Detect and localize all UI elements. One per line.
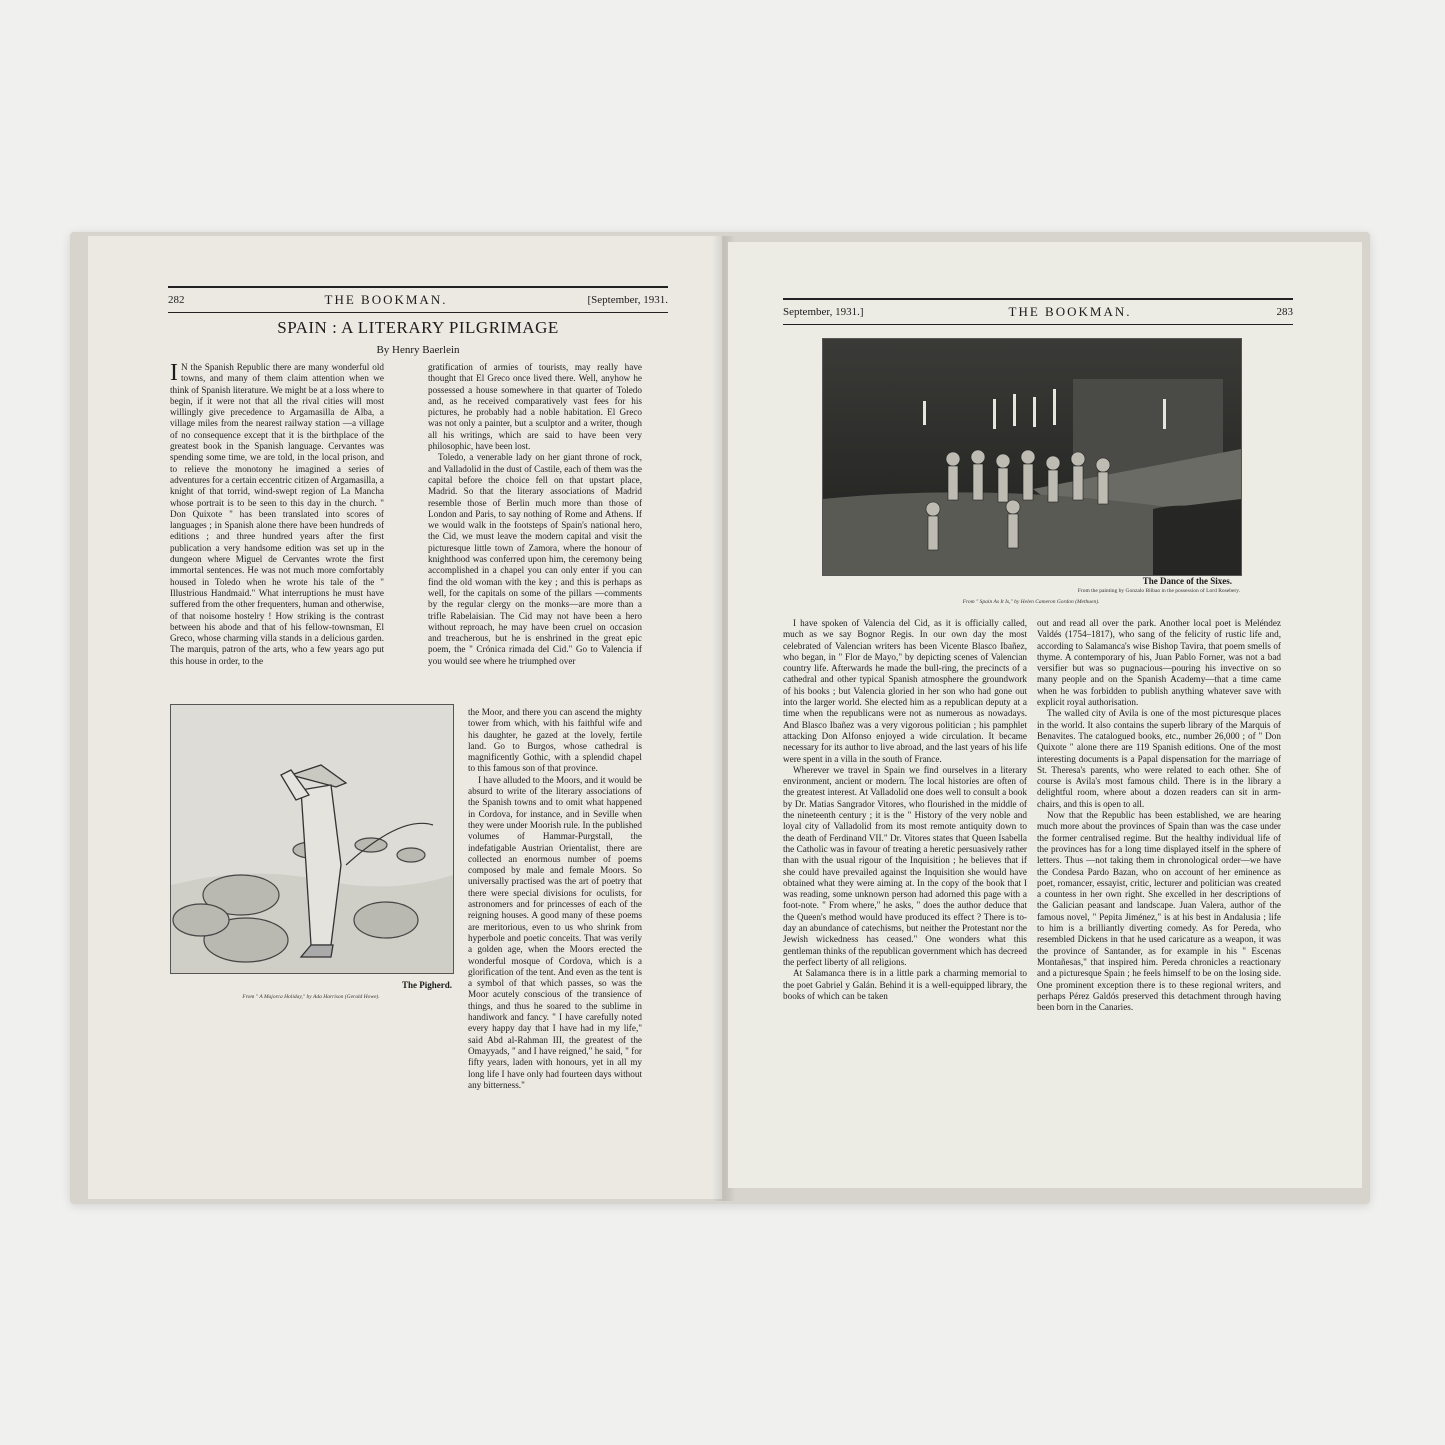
left-col2-paragraph-1: gratification of armies of tourists, may really have thought that El Greco once lived there. Well, anyhow he possessed a house somewhere in that quarter of Toledo and, as he received comparatively vast fees for his pictures, he probably had a noble habitation. El Greco was not only a painter, but a sculptor and a writer, though all his writings, which are said to have been very philosophic, have been lost. <box>428 362 642 452</box>
right-col2-paragraph-3: Now that the Republic has been established, we are hearing much more about the provinces of Spain than was the case under the former centralised regime. But the healthy individual life of the provinces has for a long time displayed itself in the sphere of letters. Thus —not taking them in chronological order—we have the Condesa Pardo Bazan, who on account of her eminence as poet, romancer, essayist, critic, lecturer and politician was created a countess in her own right. She excelled in her descriptions of the Galician peasant and landscape. Juan Valera, author of the famous novel, " Pepita Jiménez," is at his best in Andalusia ; life to him is a brilliantly diverting comedy. As for Pereda, who resembled Dickens in that he used caricature as a weapon, it was the province of Santander, as for example in his " Escenas Montañesas," that inspired him. Pereda chronicles a reactionary and a picturesque Spain ; he feels himself to be on the losing side. One prominent exception there is to these regional writers, and perhaps Pérez Galdós preserved this detachment through having been born in the Canaries. <box>1037 810 1281 1013</box>
right-col2-paragraph-2: The walled city of Avila is one of the most picturesque places in the world. It also contains the superb library of the Marquis of Benavites. The catalogued books, etc., number 26,000 ; of " Don Quixote " alone there are 119 Spanish editions. One of the most interesting documents is a Papal dispensation for the marriage of St. Theresa's parents, who were related to each other. She of course is Avila's most famous child. There is in the library a delightful room, where about a dozen readers can sit in arm-chairs, and this is open to all. <box>1037 708 1281 809</box>
left-column-2 <box>428 362 642 706</box>
right-column-2 <box>1037 618 1281 1104</box>
left-col1-text: N the Spanish Republic there are many wonderful old towns, and many of them claim attention when we think of Spanish literature. We might be at a loss where to begin, if it were not that all the rival cities will most willingly give precedence to Argamasilla de Alba, a village miles from the nearest railway station —a village of no consequence except that it is the birthplace of the greatest book in the Spanish language. Cervantes was spending some time, we are told, in the local prison, and to relieve the monotony he imagined a series of adventures for a certain eccentric citizen of Argamasilla, a knight of that torrid, wind-swept region of La Mancha whose portrait is to be seen to this day in the church. " Don Quixote " has been translated into scores of languages ; in Spanish alone there have been hundreds of editions ; and three hundred years after the first publication a very handsome edition was set up in the dungeon where Miguel de Cervantes wrote the first immortal sentences. He was not much more comfortably housed in Toledo when he wrote his tale of the " Illustrious Handmaid." What interruptions he must have suffered from the other frequenters, human and otherwise, of that noisome hostelry ! How striking is the contrast between his abode and that of his fellow-townsman, El Greco, whose charming villa stands in a delicious garden. The marquis, patron of the arts, who a few years ago put this house in order, to the <box>170 362 384 666</box>
pigherd-credit: From " A Majorca Holiday," by Ada Harrison (Gerald Howe). <box>242 994 380 1000</box>
right-col1-paragraph-3: At Salamanca there is in a little park a charming memorial to the poet Gabriel y Galán. Behind it is a well-equipped library, the books of which can be taken <box>783 968 1027 1001</box>
left-column-2b <box>468 707 642 1090</box>
dance-drawing <box>823 339 1241 575</box>
left-col2b-paragraph-1: the Moor, and there you can ascend the mighty tower from which, with his faithful wife and his daughter, he gazed at the lovely, fertile land. Go to Burgos, whose cathedral is magnificently Gothic, with a splendid chapel to this famous son of that province. <box>468 707 642 774</box>
right-header-date: September, 1931.] <box>783 306 864 318</box>
drop-cap: I <box>170 360 178 386</box>
dance-credit-painting: From the painting by Gonzalo Bilbao in the possession of Lord Rosebery. <box>1077 588 1240 594</box>
dance-caption: The Dance of the Sixes. <box>1142 576 1232 586</box>
article-title: SPAIN : A LITERARY PILGRIMAGE <box>277 318 559 337</box>
dance-credit-book: From " Spain As It Is," by Helen Cameron Gordon (Methuen). <box>962 599 1100 605</box>
left-col1-paragraph <box>170 362 384 667</box>
right-page-number: 283 <box>1276 306 1293 318</box>
right-col2-paragraph-1: out and read all over the park. Another local poet is Meléndez Valdés (1754–1817), who sang of the felicity of rustic life and, according to Salamanca's wise Bishop Tavira, that poem smells of thyme. A contemporary of his, Juan Pablo Forner, was not a bad versifier but was so pugnacious—pouring his invective on so many people and on the Spanish Academy—that a time came when he was forbidden to publish anything whatever save with explicit royal authorisation. <box>1037 618 1281 708</box>
right-running-header <box>783 298 1293 325</box>
article-byline: By Henry Baerlein <box>376 344 460 356</box>
right-column-1 <box>783 618 1027 1104</box>
right-header-title: THE BOOKMAN. <box>1008 304 1132 319</box>
pigherd-drawing <box>171 705 453 973</box>
left-header-date: [September, 1931. <box>587 294 668 306</box>
left-page-number: 282 <box>168 294 185 306</box>
right-page <box>728 242 1362 1188</box>
left-header-title: THE BOOKMAN. <box>324 292 448 307</box>
pigherd-caption: The Pigherd. <box>401 980 452 990</box>
left-column-1 <box>170 362 384 692</box>
right-col1-paragraph-1: I have spoken of Valencia del Cid, as it is officially called, much as we say Bognor Regis. In our own day the most celebrated of Valencian writers has been Vicente Blasco Ibañez, who began, in " Flor de Mayo," by depicting scenes of Valencian country life. Afterwards he made the bull-ring, the precincts of a cathedral and other typical Spanish atmosphere the groundwork of his books ; but Valencia gloried in her son who had gone out into the larger world. She elected him as a republican deputy at a time when the republicans were not as numerous as nowadays. And Blasco Ibañez was a very vigorous politician ; his pamphlet attacking Don Alfonso enjoyed a wide circulation. It became necessary for its author to live abroad, and the last years of his life were spent in a villa in the south of France. <box>783 618 1027 764</box>
dance-painting <box>822 338 1242 576</box>
left-col2-paragraph-2: Toledo, a venerable lady on her giant throne of rock, and Valladolid in the dust of Castile, each of them was the capital before the choice fell on that upstart place, Madrid. So that the literary associations of Madrid resemble those of Berlin much more than those of London and Paris, to say nothing of Rome and Athens. If we would walk in the footsteps of Spain's national hero, the Cid, we must leave the modern capital and visit the picturesque little town of Zamora, where the honour of knighthood was conferred upon him, the ceremony being accomplished in a chapel you can only enter if you can find the old woman with the key ; and this is perhaps as well, for the capitals on some of the pillars —comments by the regular clergy on the monks—are more than a trifle Rabelaisian. The Cid may not have been a hero without reproach, he may have been cruel on occasion and treacherous, but he is enshrined in the great epic poem, the " Crónica rimada del Cid." Go to Valencia if you would see where he triumphed over <box>428 452 642 666</box>
right-col1-paragraph-2: Wherever we travel in Spain we find ourselves in a literary environment, ancient or modern. The local histories are often of the greatest interest. At Valladolid one does well to consult a book by Dr. Matias Sangrador Vitores, who flourished in the middle of the nineteenth century ; it is the " History of the very noble and loyal city of Valladolid from its most remote antiquity down to the death of Ferdinand VII." Dr. Vitores states that Queen Isabella the Catholic was in favour of treating a heretic persuasively rather than with the usual rigour of the Inquisition ; he believes that if she could have prevailed against the Inquisition she would have obtained what they were aiming at. In the copy of the book that I was reading, some unknown person had adorned this page with a foot-note. " From where," he asks, " does the author deduce that the Queen's method would have produced its effect ? There is to-day an abundance of catechisms, but neither the Protestant nor the Jewish wickedness has ceased." One wonders what this gentleman thinks of the republican government which has decreed the perfect liberty of all religions. <box>783 764 1027 967</box>
left-running-header <box>168 286 668 313</box>
pigherd-illustration <box>170 704 454 974</box>
left-page <box>88 236 722 1199</box>
left-col2b-paragraph-2: I have alluded to the Moors, and it would be absurd to write of the literary associations of the Spanish towns and to omit what happened in Cordova, for instance, and in Seville when they were under Moorish rule. In the published volumes of Hammar-Purgstall, the indefatigable Austrian Orientalist, there are collected an enormous number of poems composed by male and female Moors. So universally practised was the art of poetry that there were special divisions for oculists, for astronomers and for princesses of each of the reigning houses. A good many of these poems are meritorious, even to us who shrink from hyperbole and poetic conceits. That was verily a golden age, when the Moors erected the wonderful mosque of Cordova, which is a glorification of the tent. And even as the tent is a symbol of that which passes, so was the Moor acutely conscious of the transience of things, and thus he soared to the sublime in handiwork and fancy. " I have carefully noted every happy day that I have had in my life," said Abd al-Rahman III, the greatest of the Omayyads, " and I have reigned," he said, " for fifty years, laden with honours, yet in all my long life I have only had fourteen days without any bitterness." <box>468 774 642 1090</box>
